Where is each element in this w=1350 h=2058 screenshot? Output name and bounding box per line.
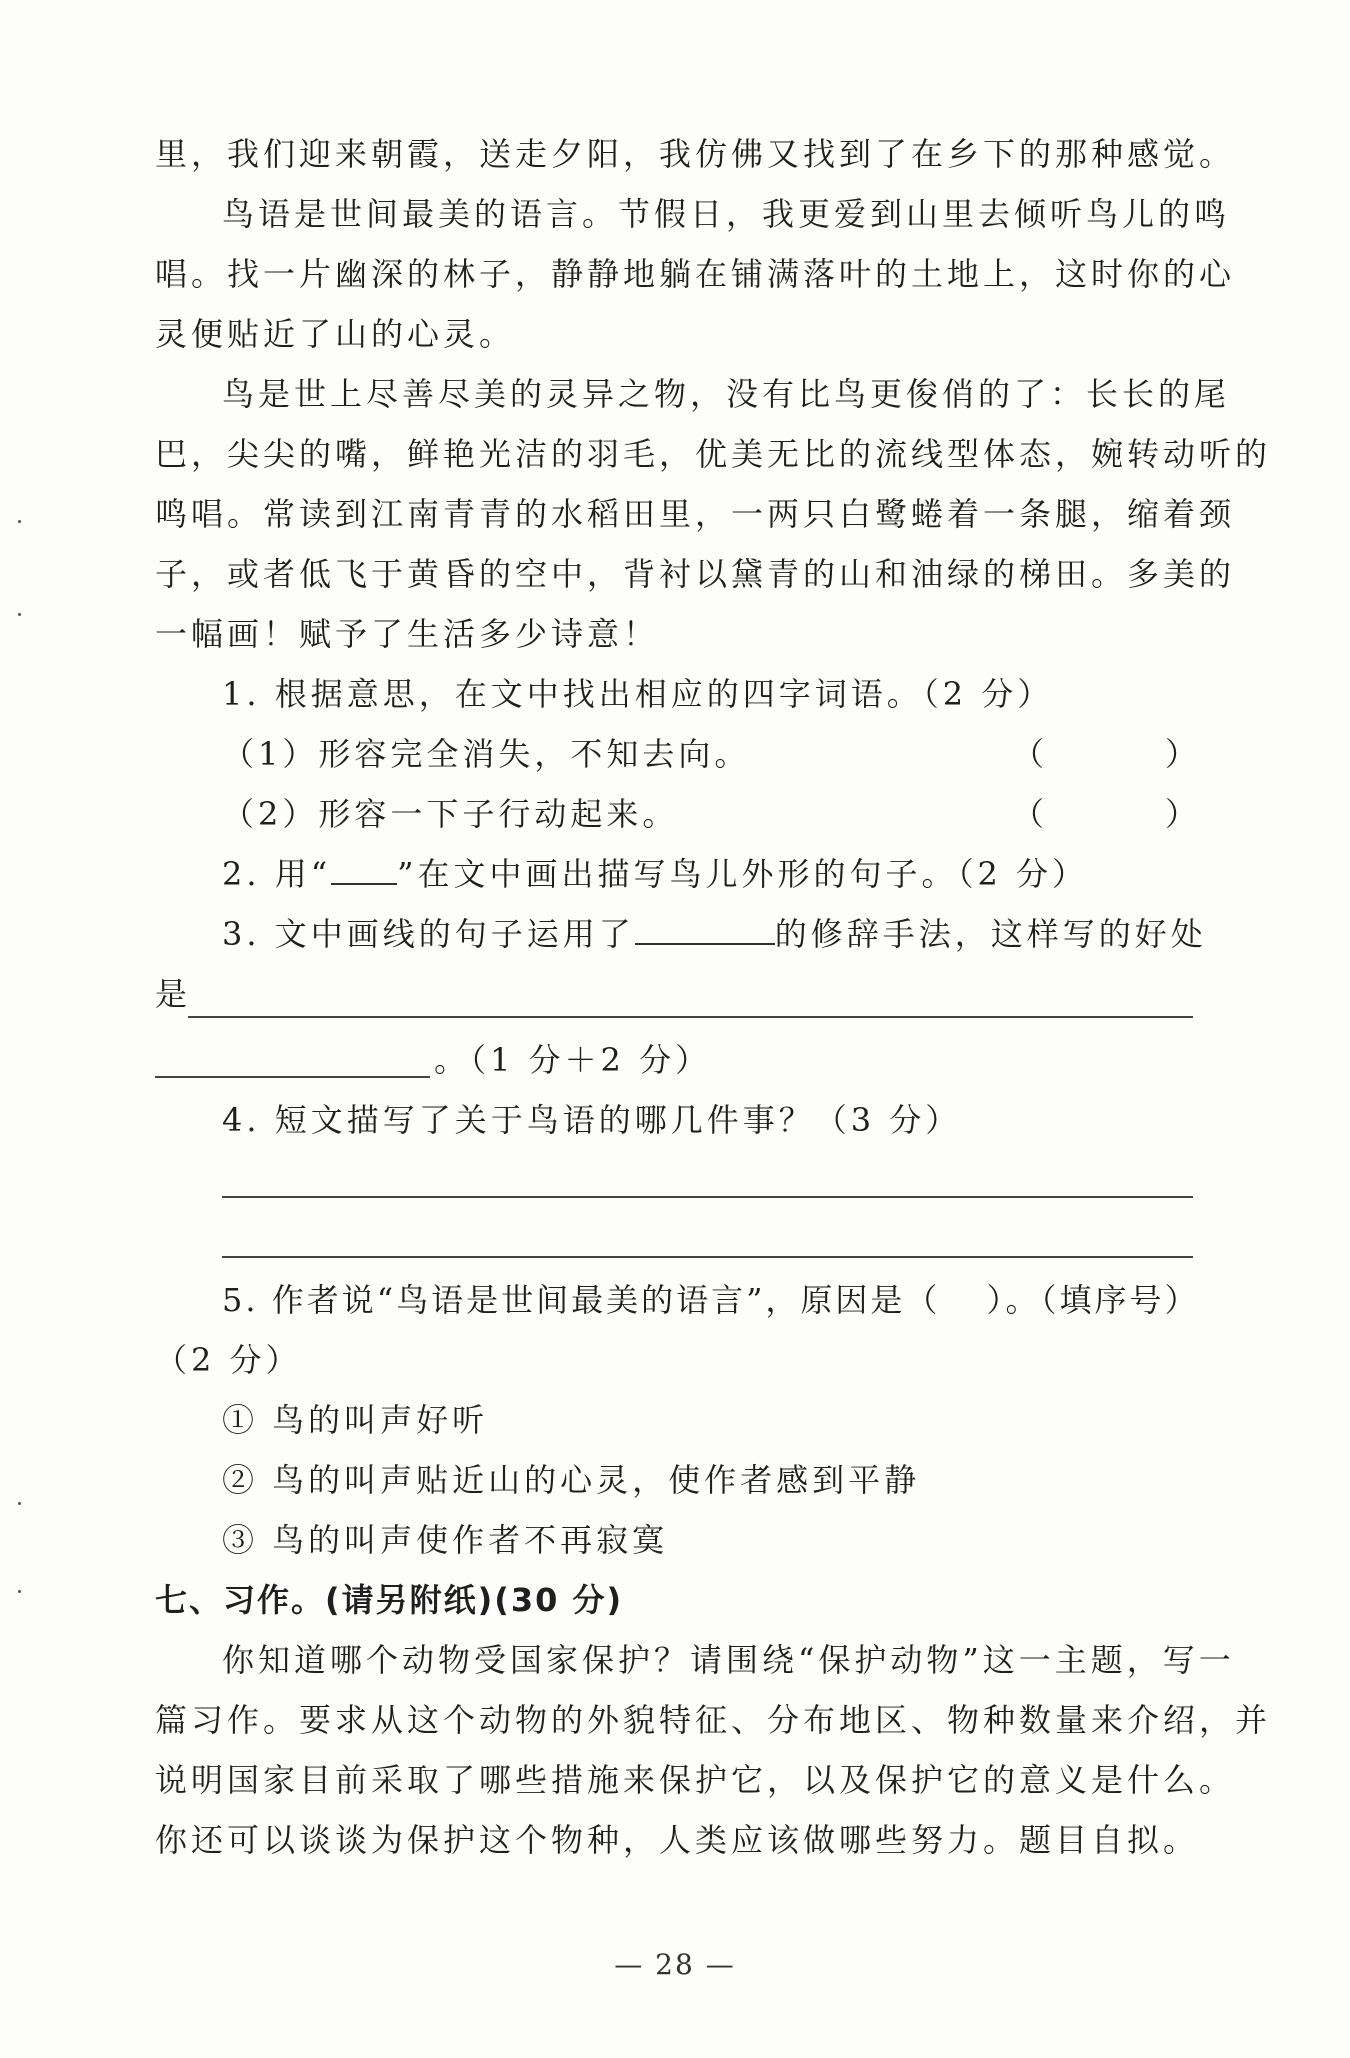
writing-line: 说明国家目前采取了哪些措施来保护它，以及保护它的意义是什么。	[155, 1761, 1236, 1799]
margin-dot	[18, 520, 21, 523]
writing-line: 你还可以谈谈为保护这个物种，人类应该做哪些努力。题目自拟。	[155, 1821, 1200, 1859]
option-2: ② 鸟的叫声贴近山的心灵，使作者感到平静	[222, 1461, 921, 1499]
option-1: ① 鸟的叫声好听	[222, 1401, 489, 1439]
question-1b: （2）形容一下子行动起来。	[222, 795, 679, 833]
passage-line: 鸟是世上尽善尽美的灵异之物，没有比鸟更俊俏的了：长长的尾	[222, 375, 1231, 413]
answer-line[interactable]	[222, 1256, 1193, 1258]
page-number: — 28 —	[614, 1948, 736, 1981]
question-3-pre: 3. 文中画线的句子运用了	[222, 915, 635, 953]
passage-line: 一幅画！赋予了生活多少诗意！	[155, 615, 660, 653]
question-5	[222, 1270, 1262, 1330]
answer-line[interactable]	[222, 1196, 1193, 1198]
underline-sample	[331, 851, 397, 885]
question-2	[222, 844, 1262, 904]
answer-paren-close: ）	[1165, 795, 1198, 833]
passage-line: 鸣唱。常读到江南青青的水稻田里，一两只白鹭蜷着一条腿，缩着颈	[155, 495, 1236, 533]
answer-paren-open: （	[1012, 795, 1045, 833]
question-5-post: ）。（填序号）	[986, 1281, 1200, 1319]
passage-line: 巴，尖尖的嘴，鲜艳光洁的羽毛，优美无比的流线型体态，婉转动听的	[155, 435, 1272, 473]
answer-blank[interactable]	[635, 911, 775, 945]
question-3	[222, 904, 1262, 964]
question-4: 4. 短文描写了关于鸟语的哪几件事？（3 分）	[222, 1101, 962, 1139]
passage-line: 里，我们迎来朝霞，送走夕阳，我仿佛又找到了在乡下的那种感觉。	[155, 135, 1236, 173]
margin-dot	[18, 1590, 21, 1593]
passage-line: 唱。找一片幽深的林子，静静地躺在铺满落叶的土地上，这时你的心	[155, 255, 1236, 293]
margin-dot	[18, 613, 21, 616]
question-3-line2: 是	[155, 975, 192, 1013]
question-3-post: 的修辞手法，这样写的好处	[774, 915, 1207, 953]
answer-paren-close: ）	[1165, 735, 1198, 773]
margin-dot	[18, 1502, 21, 1505]
writing-line: 篇习作。要求从这个动物的外貌特征、分布地区、物种数量来介绍，并	[155, 1701, 1272, 1739]
section-heading: 七、习作。(请另附纸)(30 分)	[155, 1581, 624, 1619]
question-5-pre: 5. 作者说“鸟语是世间最美的语言”，原因是（	[222, 1281, 941, 1319]
passage-line: 子，或者低飞于黄昏的空中，背衬以黛青的山和油绿的梯田。多美的	[155, 555, 1236, 593]
question-2-post: ”在文中画出描写鸟儿外形的句子。（2 分）	[397, 855, 1088, 893]
question-2-pre: 2. 用“	[222, 855, 332, 893]
answer-line[interactable]	[155, 1076, 430, 1078]
passage-line: 灵便贴近了山的心灵。	[155, 315, 516, 353]
question-3-line3: 。（1 分＋2 分）	[434, 1041, 712, 1079]
answer-paren-open: （	[1012, 735, 1045, 773]
question-5-line2: （2 分）	[155, 1341, 302, 1379]
passage-line: 鸟语是世间最美的语言。节假日，我更爱到山里去倾听鸟儿的鸣	[222, 195, 1231, 233]
writing-line: 你知道哪个动物受国家保护？请围绕“保护动物”这一主题，写一	[222, 1641, 1235, 1679]
question-1: 1. 根据意思，在文中找出相应的四字词语。（2 分）	[222, 675, 1054, 713]
question-1a: （1）形容完全消失，不知去向。	[222, 735, 751, 773]
answer-line[interactable]	[188, 1016, 1193, 1018]
option-3: ③ 鸟的叫声使作者不再寂寞	[222, 1521, 669, 1559]
